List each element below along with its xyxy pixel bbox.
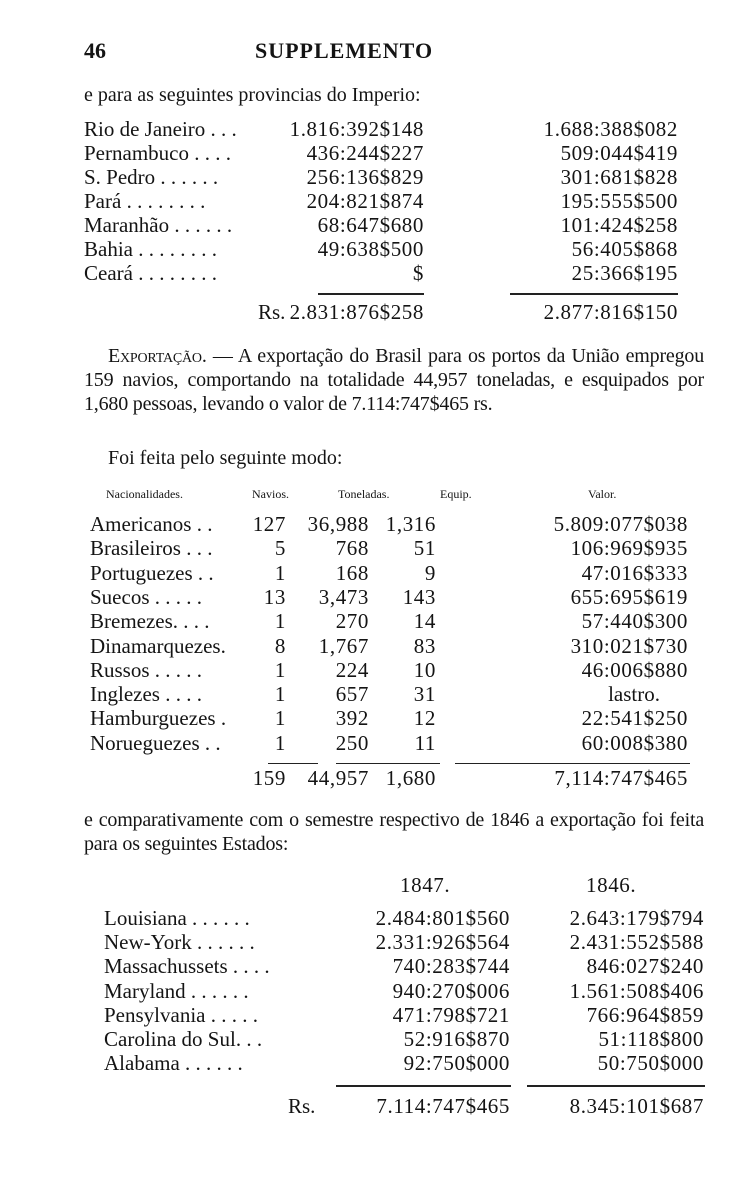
province-name: Pernambuco . . . .: [84, 141, 231, 165]
intro-line: e para as seguintes provincias do Imperio:: [84, 84, 421, 106]
cell-valor: 5.809:077$038: [553, 512, 688, 536]
cell-valor: 310:021$730: [570, 633, 688, 658]
nationality-name: Russos . . . . .: [90, 657, 203, 682]
value-1847: 740:283$744: [392, 954, 510, 979]
cell-valor: 106:969$935: [570, 536, 688, 561]
cell-equip: 31: [413, 682, 436, 707]
total-row: [0, 1094, 736, 1118]
table-row: [0, 658, 736, 682]
cell-navios: 1: [274, 682, 286, 707]
table-row: [0, 561, 736, 585]
rule: [527, 1085, 705, 1087]
province-name: Pará . . . . . . . .: [84, 189, 206, 213]
table-row: [0, 237, 736, 261]
nationality-name: Inglezes . . . .: [90, 682, 202, 707]
rule: [385, 763, 440, 764]
state-name: Carolina do Sul. . .: [104, 1027, 263, 1051]
cell-equip: 9: [424, 560, 436, 585]
cell-navios: 1: [274, 609, 286, 634]
cell-valor: 46:006$880: [581, 657, 688, 682]
province-name: Bahia . . . . . . . .: [84, 237, 217, 261]
cell-equip: 14: [413, 609, 436, 634]
table-row: [0, 682, 736, 706]
state-name: Louisiana . . . . . .: [104, 906, 250, 930]
value-1846: 2.643:179$794: [569, 906, 704, 930]
nationality-name: Suecos . . . . .: [90, 584, 202, 609]
cell-ton: 224: [335, 657, 369, 682]
table-header-row: [0, 482, 736, 506]
table-row: [0, 165, 736, 189]
cell-equip: 51: [413, 536, 436, 561]
total-1847: 7.114:747$465: [376, 1094, 510, 1118]
cell-navios: 8: [274, 633, 286, 658]
cell-equip: 10: [413, 657, 436, 682]
table-row: [0, 906, 736, 930]
cell-equip: 1,316: [385, 512, 436, 536]
cell-equip: 143: [402, 584, 436, 609]
value-col1: 1.816:392$148: [289, 117, 424, 141]
nationality-name: Norueguezes . .: [90, 730, 221, 755]
rule: [510, 293, 678, 295]
province-name: Ceará . . . . . . . .: [84, 261, 217, 285]
total-ton: 44,957: [307, 766, 369, 790]
cell-equip: 12: [413, 706, 436, 731]
table-row: [0, 1051, 736, 1075]
rule: [336, 1085, 511, 1087]
cell-valor: 60:008$380: [581, 730, 688, 755]
table-row: [0, 634, 736, 658]
table-row: [0, 609, 736, 633]
rule: [318, 293, 424, 295]
cell-ton: 250: [335, 730, 369, 755]
province-name: Rio de Janeiro . . .: [84, 117, 237, 141]
nationality-name: Dinamarquezes.: [90, 633, 226, 658]
nationality-name: Bremezes. . . .: [90, 609, 210, 634]
cell-valor: 47:016$333: [581, 560, 688, 585]
value-1846: 51:118$800: [598, 1027, 704, 1051]
cell-valor: 57:440$300: [581, 609, 688, 634]
nationality-name: Portuguezes . .: [90, 560, 214, 585]
state-name: Maryland . . . . . .: [104, 978, 249, 1003]
value-1847: 471:798$721: [392, 1002, 510, 1027]
total-navios: 159: [252, 766, 286, 790]
cell-ton: 3,473: [318, 584, 369, 609]
cell-navios: 1: [274, 706, 286, 731]
value-1846: 2.431:552$588: [569, 930, 704, 955]
column-header: Equip.: [440, 487, 472, 501]
value-1847: 2.331:926$564: [375, 930, 510, 955]
value-col2: 56:405$868: [571, 237, 678, 261]
running-title: SUPPLEMENTO: [255, 38, 434, 63]
total-col1: 2.831:876$258: [289, 300, 424, 324]
column-header: Navios.: [252, 487, 289, 501]
value-col2: 195:555$500: [560, 189, 678, 213]
table-row: [0, 979, 736, 1003]
state-name: Pensylvania . . . . .: [104, 1002, 258, 1027]
value-1846: 1.561:508$406: [569, 978, 704, 1003]
cell-valor: 22:541$250: [581, 706, 688, 731]
table-row: [0, 512, 736, 536]
cell-navios: 1: [274, 730, 286, 755]
state-name: Massachussets . . . .: [104, 954, 270, 979]
table-row: [0, 1003, 736, 1027]
column-header: Valor.: [588, 487, 617, 501]
cell-ton: 168: [335, 560, 369, 585]
cell-navios: 1: [274, 560, 286, 585]
year-1846: 1846.: [586, 873, 637, 897]
table-row: [0, 213, 736, 237]
state-name: Alabama . . . . . .: [104, 1051, 243, 1076]
total-valor: 7,114:747$465: [554, 766, 688, 790]
province-name: S. Pedro . . . . . .: [84, 165, 219, 189]
cell-navios: 13: [263, 584, 286, 609]
cell-ton: 768: [335, 536, 369, 561]
rule: [268, 763, 318, 764]
cell-ton: 1,767: [318, 633, 369, 658]
table-row: [0, 954, 736, 978]
value-col2: 509:044$419: [560, 141, 678, 165]
total-col2: 2.877:816$150: [543, 300, 678, 324]
value-1847: 940:270$006: [392, 978, 510, 1003]
value-1846: 846:027$240: [586, 954, 704, 979]
table-row: [0, 117, 736, 141]
value-col1: 49:638$500: [317, 237, 424, 261]
value-1847: 92:750$000: [403, 1051, 510, 1076]
table-row: [0, 261, 736, 285]
section-heading: Exportação.: [108, 345, 207, 367]
table-row: [0, 731, 736, 755]
total-1846: 8.345:101$687: [569, 1094, 704, 1118]
table-row: [0, 706, 736, 730]
table-row: [0, 585, 736, 609]
cell-navios: 127: [252, 512, 286, 536]
table-row: [0, 536, 736, 560]
table-row: [0, 1027, 736, 1051]
total-row: [0, 300, 736, 324]
cell-ton: 270: [335, 609, 369, 634]
comparison-paragraph: e comparativamente com o semestre respectivo de 1846 a exportação foi feita para os seguintes Estados:: [84, 809, 704, 855]
table-row: [0, 141, 736, 165]
value-col2: 301:681$828: [560, 165, 678, 189]
value-col2: 101:424$258: [560, 213, 678, 237]
value-col1: 256:136$829: [306, 165, 424, 189]
cell-navios: 5: [274, 536, 286, 561]
value-1847: 52:916$870: [403, 1027, 510, 1051]
value-col2: 25:366$195: [571, 261, 678, 285]
value-1846: 766:964$859: [586, 1002, 704, 1027]
state-name: New-York . . . . . .: [104, 930, 255, 955]
nationality-name: Brasileiros . . .: [90, 536, 213, 561]
year-1847: 1847.: [400, 873, 451, 897]
value-col1: 204:821$874: [306, 189, 424, 213]
exportacao-paragraph: [84, 344, 704, 416]
value-col1: 436:244$227: [306, 141, 424, 165]
value-col1: $: [412, 261, 424, 285]
value-col2: 1.688:388$082: [543, 117, 678, 141]
total-label: Rs.: [258, 300, 286, 324]
paragraph-text: — A exportação do Brasil para os portos da União empregou 159 navios, comportando na totalidade 44,957 toneladas, e esquipados por 1,680 pessoas, levando o valor de 7.114:747$465 rs.: [84, 345, 704, 415]
cell-navios: 1: [274, 657, 286, 682]
rule: [455, 763, 690, 764]
column-header: Toneladas.: [338, 487, 390, 501]
value-1846: 50:750$000: [597, 1051, 704, 1076]
cell-ton: 36,988: [307, 512, 369, 536]
cell-equip: 83: [413, 633, 436, 658]
nationality-name: Americanos . .: [90, 512, 213, 536]
cell-valor: 655:695$619: [570, 584, 688, 609]
value-col1: 68:647$680: [317, 213, 424, 237]
column-header: Nacionalidades.: [106, 487, 183, 501]
province-name: Maranhão . . . . . .: [84, 213, 233, 237]
followup-line: Foi feita pelo seguinte modo:: [108, 447, 343, 469]
cell-ton: 657: [335, 682, 369, 707]
year-header-row: [0, 873, 736, 897]
total-row: [0, 766, 736, 790]
table-row: [0, 189, 736, 213]
cell-ton: 392: [335, 706, 369, 731]
nationality-name: Hamburguezes .: [90, 706, 227, 731]
page-number: 46: [84, 38, 106, 63]
value-1847: 2.484:801$560: [375, 906, 510, 930]
total-label: Rs.: [288, 1094, 316, 1118]
total-equip: 1,680: [385, 766, 436, 790]
cell-valor: lastro.: [608, 682, 660, 707]
table-row: [0, 930, 736, 954]
cell-equip: 11: [414, 730, 436, 755]
